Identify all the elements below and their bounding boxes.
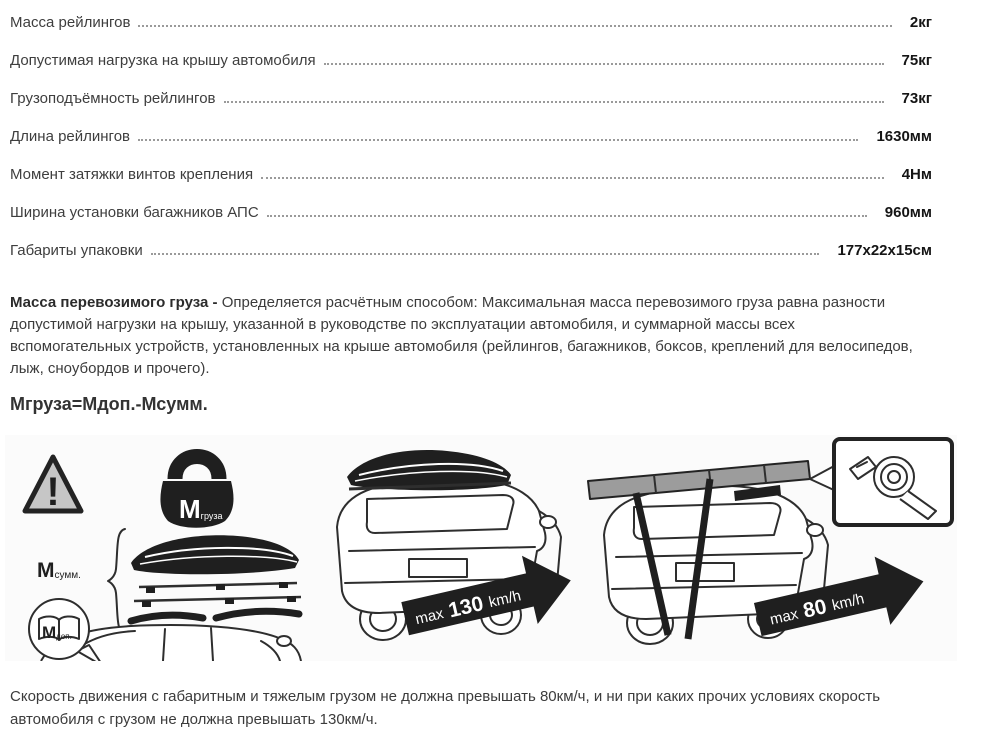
illustration-strip — [5, 435, 957, 661]
spec-value: 75кг — [901, 52, 932, 69]
spec-value: 960мм — [884, 204, 932, 221]
brace — [108, 529, 125, 635]
cargo-weight-icon — [160, 457, 233, 528]
cargo-mass-label: Mгруза — [179, 494, 223, 524]
spec-row — [10, 14, 932, 52]
speed-arrow-130-label: max130 km/h — [413, 587, 523, 629]
spec-label: Ширина установки багажников АПС — [10, 204, 259, 221]
leader-dots — [261, 168, 884, 179]
spec-row — [10, 204, 932, 242]
svg-text:Mсумм.: Mсумм. — [37, 559, 81, 582]
strap-inset — [810, 439, 952, 525]
spec-row — [10, 90, 932, 128]
figure-speed-box — [311, 435, 576, 661]
figure-speed-long-load — [584, 435, 954, 661]
cargo-mass-definition — [10, 292, 918, 380]
roof-box — [131, 535, 299, 574]
spec-row — [10, 242, 932, 280]
svg-text:!: ! — [46, 470, 60, 514]
leader-dots — [138, 16, 891, 27]
speed-note: Скорость движения с габаритным и тяжелым грузом не должна превышать 80км/ч, и ни при каких прочих условиях скорость автомобиля с грузом не должна превышать 130км/ч. — [10, 688, 881, 728]
roof-box — [347, 450, 511, 490]
spec-label: Грузоподъёмность рейлингов — [10, 90, 216, 107]
leader-dots — [224, 92, 884, 103]
leader-dots — [267, 206, 867, 217]
spec-row — [10, 52, 932, 90]
figure-mass-diagram — [13, 435, 303, 661]
spec-row — [10, 166, 932, 204]
spec-list — [0, 0, 1008, 280]
mass-formula: Мгруза=Мдоп.-Мсумм. — [10, 394, 208, 414]
leader-dots — [151, 244, 820, 255]
allowed-mass-label: Mдоп. — [42, 623, 72, 642]
spec-value: 4Нм — [901, 166, 932, 183]
spec-label: Габариты упаковки — [10, 242, 143, 259]
spec-value: 177х22х15см — [837, 242, 932, 259]
spec-value: 73кг — [901, 90, 932, 107]
spec-label: Момент затяжки винтов крепления — [10, 166, 254, 183]
spec-value: 1630мм — [876, 128, 932, 145]
leader-dots — [138, 130, 858, 141]
spec-label: Масса рейлингов — [10, 14, 131, 31]
spec-value: 2кг — [909, 14, 932, 31]
spec-row — [10, 128, 932, 166]
speed-arrow-80-label: max80 km/h — [768, 590, 866, 629]
leader-dots — [324, 54, 884, 65]
warning-icon — [25, 457, 81, 514]
spec-label: Длина рейлингов — [10, 128, 131, 145]
roof-rails — [131, 611, 299, 621]
cargo-mass-definition-text: Определяется расчётным способом: Максимальная масса перевозимого груза равна разности допустимой нагрузки на крышу, указанной в руководстве по эксплуатации автомобиля, и суммарной массы всех вспомогательных устройств, установленных на крыше автомобиля (рейлингов, багажников, боксов, креплений для велосипедов, лыж, сноубордов и прочего). — [10, 294, 913, 377]
cargo-mass-term: Масса перевозимого груза - — [10, 294, 218, 311]
cross-bars — [134, 582, 301, 607]
spec-label: Допустимая нагрузка на крышу автомобиля — [10, 52, 316, 69]
